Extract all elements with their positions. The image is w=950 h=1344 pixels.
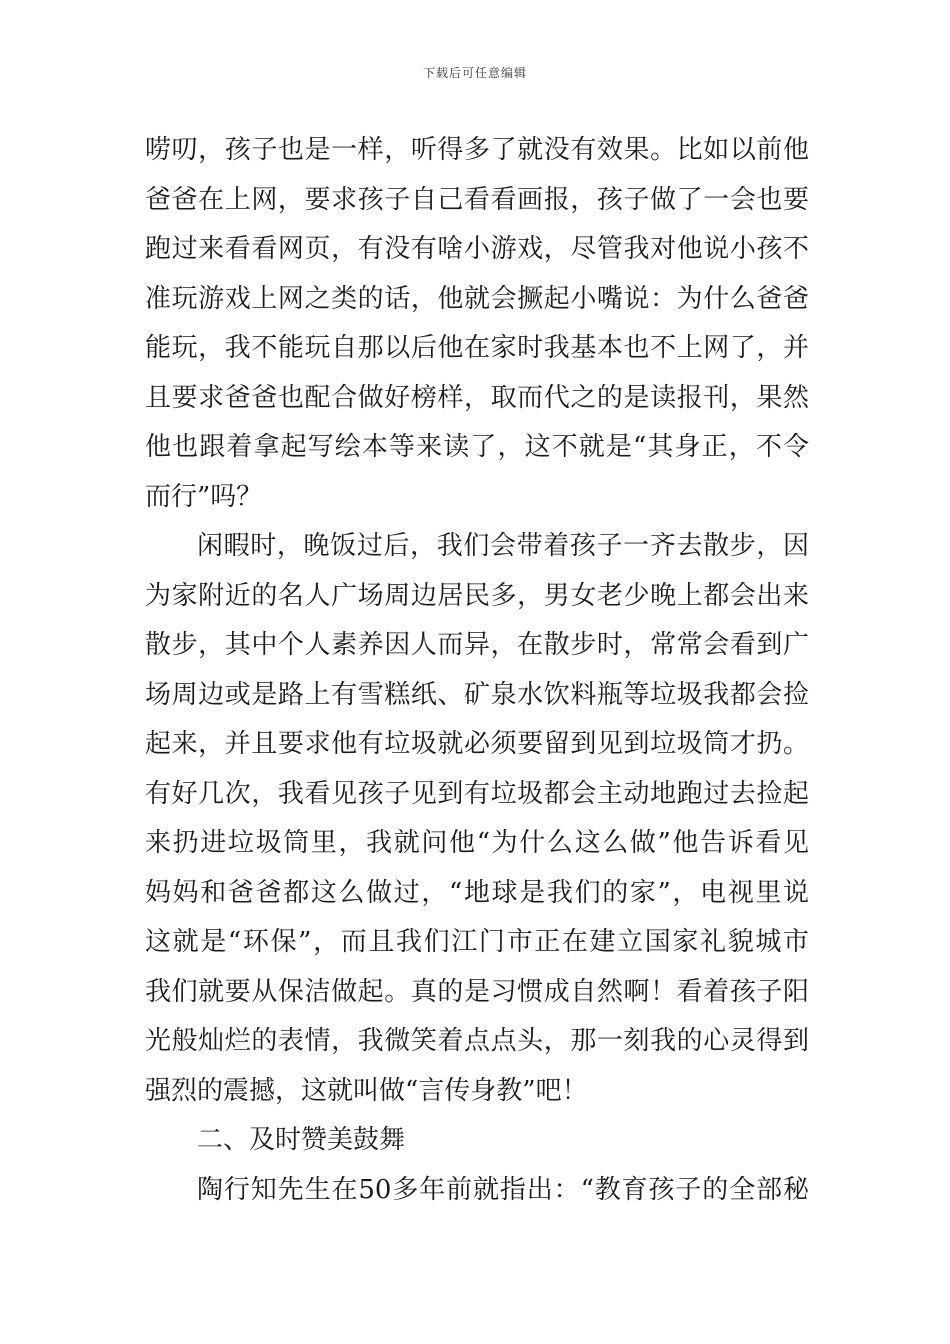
text-line: 且要求爸爸也配合做好榜样，取而代之的是读报刊，果然	[145, 382, 809, 413]
text-line: 我们就要从保洁做起。真的是习惯成自然啊！看着孩子阳	[145, 976, 809, 1007]
text-line: 起来，并且要求他有垃圾就必须要留到见到垃圾筒才扔。	[145, 729, 809, 759]
text-line: 陶行知先生在50多年前就指出：“教育孩子的全部秘	[197, 1174, 809, 1205]
page-header: 下载后可任意编辑	[422, 66, 527, 80]
text-line: 闲暇时，晚饭过后，我们会带着孩子一齐去散步，因	[197, 531, 809, 561]
text-line: 散步，其中个人素养因人而异，在散步时，常常会看到广	[145, 630, 809, 660]
text-line: 强烈的震撼，这就叫做“言传身教”吧！	[145, 1075, 588, 1106]
document-body	[145, 126, 809, 1215]
text-line: 跑过来看看网页，有没有啥小游戏，尽管我对他说小孩不	[145, 234, 809, 264]
text-line: 而行”吗？	[145, 481, 263, 512]
text-line: 为家附近的名人广场周边居民多，男女老少晚上都会出来	[145, 580, 809, 611]
text-line: 爸爸在上网，要求孩子自己看看画报，孩子做了一会也要	[145, 184, 809, 215]
text-line: 二、及时赞美鼓舞	[197, 1125, 406, 1155]
text-line: 妈妈和爸爸都这么做过，“地球是我们的家”，电视里说	[145, 877, 809, 908]
text-line: 场周边或是路上有雪糕纸、矿泉水饮料瓶等垃圾我都会捡	[145, 679, 809, 710]
text-line: 准玩游戏上网之类的话，他就会撅起小嘴说：为什么爸爸	[145, 283, 809, 314]
text-line: 唠叨，孩子也是一样，听得多了就没有效果。比如以前他	[145, 135, 809, 165]
text-line: 能玩，我不能玩自那以后他在家时我基本也不上网了，并	[145, 333, 809, 363]
text-line: 他也跟着拿起写绘本等来读了，这不就是“其身正，不令	[145, 432, 809, 462]
text-line: 来扔进垃圾筒里，我就问他“为什么这么做”他告诉看见	[145, 828, 809, 858]
text-line: 光般灿烂的表情，我微笑着点点头，那一刻我的心灵得到	[145, 1026, 809, 1056]
text-line: 有好几次，我看见孩子见到有垃圾都会主动地跑过去捡起	[145, 778, 809, 809]
text-line: 这就是“环保”，而且我们江门市正在建立国家礼貌城市	[145, 927, 809, 957]
